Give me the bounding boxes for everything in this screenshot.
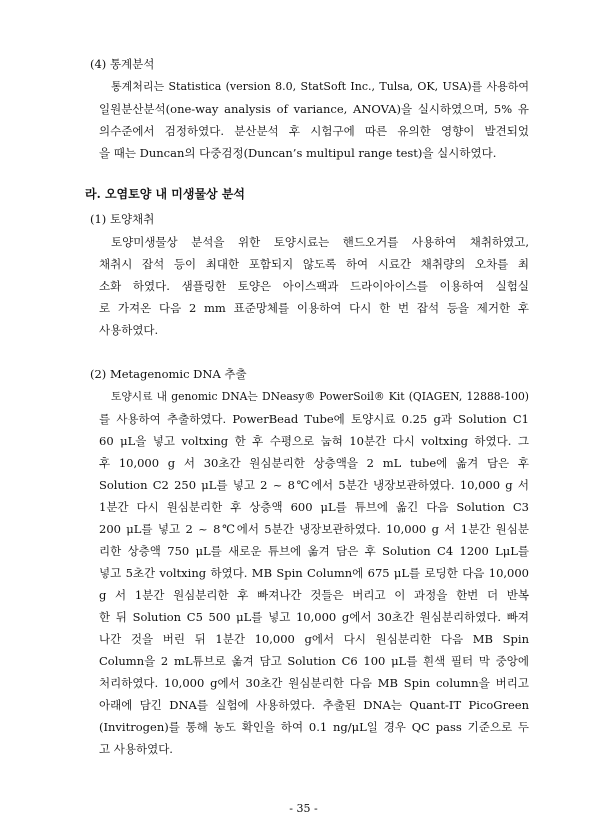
paragraph-line: 한 뒤 Solution C5 500 μL를 넣고 10,000 g에서 30초간 원심분리하였다. 빠져 [99,610,529,624]
paragraph-line: Solution C2 250 μL를 넣고 2 ~ 8℃에서 5분간 냉장보관하였다. 10,000 g 서 [99,478,529,492]
paragraph-line: 후 10,000 g 서 30초간 원심분리한 상층액을 2 mL tube에 옮겨 담은 후 [99,456,529,470]
paragraph-line: 넣고 5초간 voltxing 하였다. MB Spin Column에 675 μL를 로딩한 다음 10,000 [99,566,529,580]
paragraph-line: 를 사용하여 추출하였다. PowerBead Tube에 토양시료 0.25 g과 Solution C1 [99,412,529,426]
paragraph-line: 사용하였다. [99,323,159,337]
section-heading-sampling: (1) 토양채취 [90,212,155,226]
main-section-heading: 라. 오염토양 내 미생물상 분석 [85,187,245,201]
paragraph-line: 60 μL을 넣고 voltxing 한 후 수평으로 눕혀 10분간 다시 voltxing 하였다. 그 [99,434,529,448]
paragraph-line: 나간 것을 버린 뒤 1분간 10,000 g에서 다시 원심분리한 다음 MB Spin [99,632,529,646]
paragraph-line: Column을 2 mL튜브로 옮겨 담고 Solution C6 100 μL를 흰색 필터 막 중앙에 [99,654,529,668]
paragraph-line: 리한 상층액 750 μL를 새로운 튜브에 옮겨 담은 후 Solution C4 1200 LμL를 [99,544,529,558]
paragraph-line: 1분간 다시 원심분리한 후 상층액 600 μL를 튜브에 옮긴 다음 Solution C3 [99,500,529,514]
section-heading-statistics: (4) 통계분석 [90,57,155,71]
paragraph-line: 200 μL를 넣고 2 ~ 8℃에서 5분간 냉장보관하였다. 10,000 g 서 1분간 원심분 [99,522,529,536]
paragraph-line: 처리하였다. 10,000 g에서 30초간 원심분리한 다음 MB Spin column을 버리고 [99,676,529,690]
paragraph-line: 의수준에서 검정하였다. 분산분석 후 시험구에 따른 유의한 영향이 발견되었 [99,124,529,138]
paragraph-line: 채취시 잡석 등이 최대한 포함되지 않도록 하여 시료간 채취량의 오차를 최 [99,257,529,271]
paragraph-line: 토양시료 내 genomic DNA는 DNeasy® PowerSoil® Kit (QIAGEN, 12888-100) [111,390,529,403]
paragraph-line: 소화 하였다. 샘플링한 토양은 아이스팩과 드라이아이스를 이용하여 실험실 [99,279,529,293]
paragraph-line: 일원분산분석(one-way analysis of variance, ANOVA)을 실시하였으며, 5% 유 [99,102,529,116]
paragraph-line: 토양미생물상 분석을 위한 토양시료는 핸드오거를 사용하여 채취하였고, [111,235,529,249]
page-number: - 35 - [289,802,318,815]
paragraph-line: g 서 1분간 원심분리한 후 빠져나간 것들은 버리고 이 과정을 한번 더 반복 [99,588,529,602]
paragraph-line: 고 사용하였다. [99,742,173,756]
paragraph-line: 로 가져온 다음 2 mm 표준망체를 이용하여 다시 한 번 잡석 등을 제거한 후 [99,301,529,315]
paragraph-line: 아래에 담긴 DNA를 실험에 사용하였다. 추출된 DNA는 Quant-IT PicoGreen [99,698,529,712]
paragraph-line: 을 때는 Duncan의 다중검정(Duncan’s multipul range test)을 실시하였다. [99,146,497,160]
section-heading-dna: (2) Metagenomic DNA 추출 [90,367,247,381]
paragraph-line: 통계처리는 Statistica (version 8.0, StatSoft Inc., Tulsa, OK, USA)를 사용하여 [111,80,529,93]
paragraph-line: (Invitrogen)를 통해 농도 확인을 하여 0.1 ng/μL일 경우 QC pass 기준으로 두 [99,720,529,734]
